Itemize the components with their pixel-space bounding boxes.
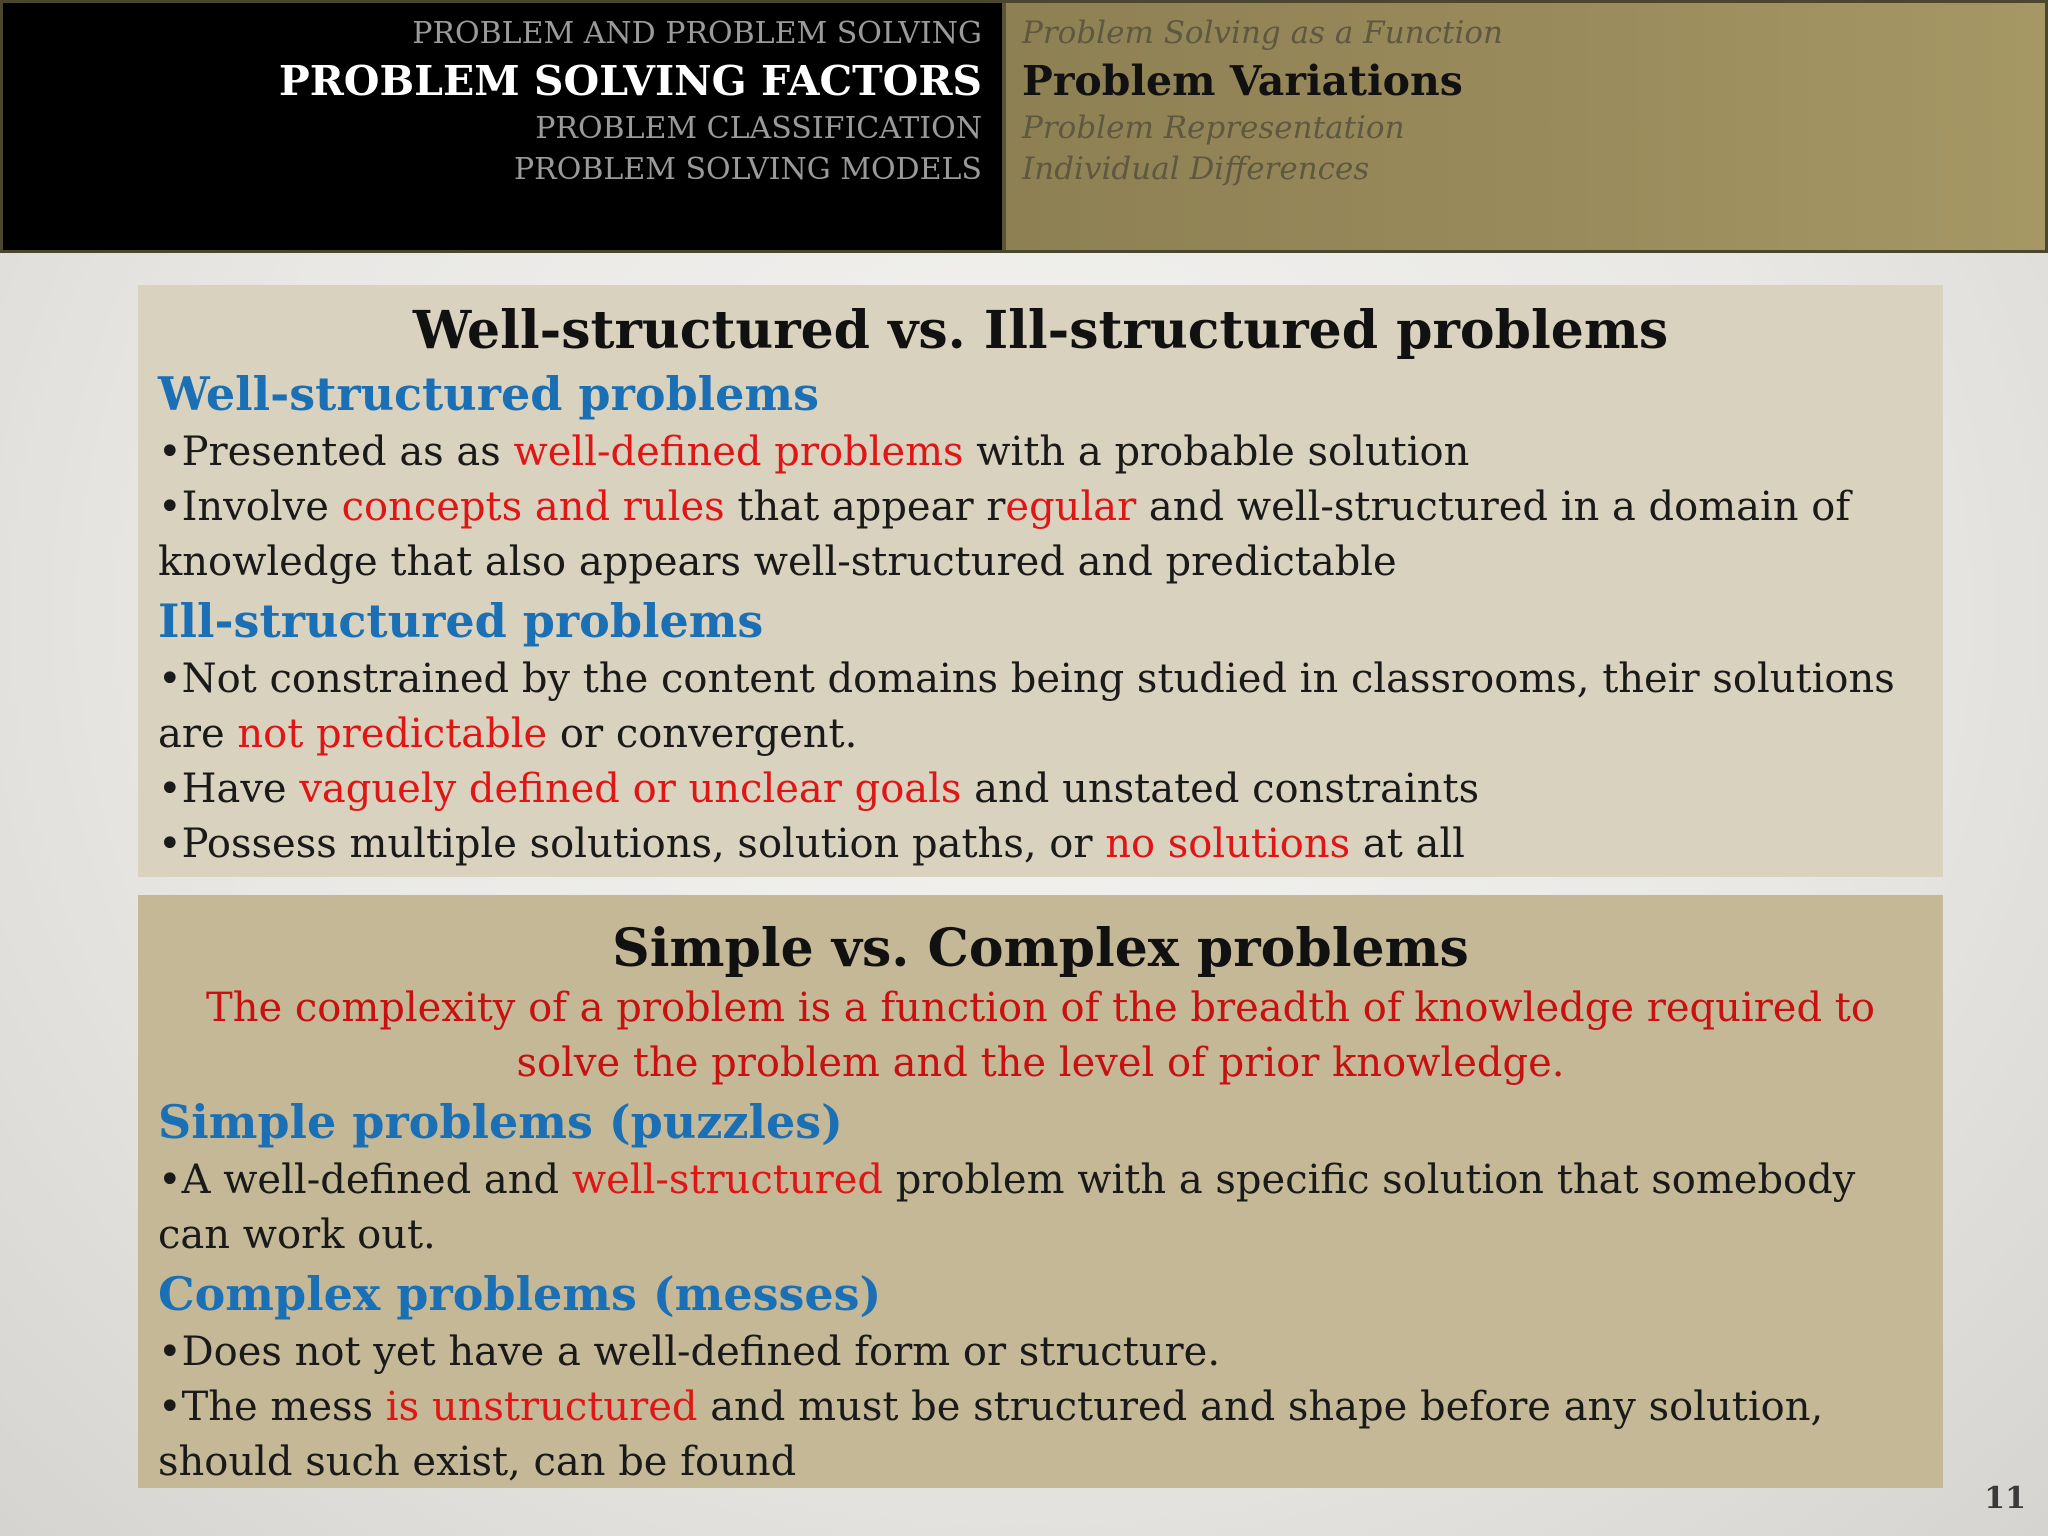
bullet-line: •Not constrained by the content domains being studied in classrooms, their solutions [158, 656, 1895, 702]
complex-problems-heading: Complex problems (messes) [158, 1267, 882, 1321]
text-segment: at all [1350, 821, 1465, 867]
bullet-line [158, 762, 1923, 817]
text-segment: •Have [158, 766, 300, 812]
text-segment: or convergent. [547, 711, 858, 757]
highlight-text: egular [1005, 484, 1137, 530]
bullet-line [158, 817, 1923, 872]
text-segment: •Presented as as [158, 429, 514, 475]
complexity-definition-cont: solve the problem and the level of prior knowledge. [516, 1040, 1565, 1086]
bullet-continuation: knowledge that also appears well-structured and predictable [158, 539, 1397, 585]
slide-header [0, 0, 2048, 253]
highlight-text: vaguely defined or unclear goals [299, 766, 962, 812]
bullet-continuation: should such exist, can be found [158, 1439, 797, 1485]
simple-problems-heading: Simple problems (puzzles) [158, 1095, 843, 1149]
nav-item-problem-representation[interactable]: Problem Representation [1022, 110, 1405, 146]
highlight-text: not predictable [237, 711, 548, 757]
highlight-text: concepts and rules [341, 484, 725, 530]
complexity-definition: The complexity of a problem is a function of the breadth of knowledge required to [206, 985, 1875, 1031]
nav-item-problem-solving-factors[interactable]: PROBLEM SOLVING FACTORS [278, 57, 982, 105]
highlight-text: is unstructured [385, 1384, 698, 1430]
simple-vs-complex-panel [138, 895, 1943, 1488]
well-vs-ill-structured-panel [138, 285, 1943, 877]
page-number: 11 [1984, 1481, 2026, 1516]
text-segment: and must be structured and shape before any solution, [697, 1384, 1824, 1430]
text-segment: are [158, 711, 238, 757]
text-segment: •Possess multiple solutions, solution paths, or [158, 821, 1106, 867]
bullet-line [158, 480, 1923, 535]
bullet-line: •Does not yet have a well-defined form or structure. [158, 1329, 1221, 1375]
highlight-text: well-defined problems [513, 429, 964, 475]
bullet-continuation [158, 707, 1923, 762]
text-segment: with a probable solution [963, 429, 1470, 475]
subtopic-nav [1006, 3, 2045, 250]
main-topic-nav [3, 3, 1006, 250]
highlight-text: no solutions [1105, 821, 1351, 867]
nav-item-problem-variations[interactable]: Problem Variations [1022, 57, 1463, 105]
ill-structured-heading: Ill-structured problems [158, 594, 764, 648]
nav-item-problem-solving-models[interactable]: PROBLEM SOLVING MODELS [513, 152, 982, 187]
section-title: Well-structured vs. Ill-structured problems [412, 300, 1669, 361]
nav-item-problem-and-problem-solving[interactable]: PROBLEM AND PROBLEM SOLVING [412, 16, 982, 51]
text-segment: and unstated constraints [961, 766, 1480, 812]
section-title: Simple vs. Complex problems [612, 918, 1469, 979]
text-segment: •The mess [158, 1384, 386, 1430]
bullet-line [158, 1380, 1923, 1435]
text-segment: •A well-defined and [158, 1157, 572, 1203]
text-segment: •Involve [158, 484, 342, 530]
text-segment: and well-structured in a domain of [1136, 484, 1851, 530]
highlight-text: well-structured [571, 1157, 883, 1203]
text-segment: problem with a specific solution that somebody [883, 1157, 1856, 1203]
text-segment: that appear r [724, 484, 1006, 530]
well-structured-heading: Well-structured problems [158, 367, 819, 421]
bullet-line [158, 425, 1923, 480]
nav-item-individual-differences[interactable]: Individual Differences [1022, 151, 1370, 187]
bullet-continuation: can work out. [158, 1212, 436, 1258]
nav-item-problem-solving-as-a-function[interactable]: Problem Solving as a Function [1022, 15, 1503, 51]
bullet-line [158, 1153, 1923, 1208]
nav-item-problem-classification[interactable]: PROBLEM CLASSIFICATION [535, 111, 982, 146]
